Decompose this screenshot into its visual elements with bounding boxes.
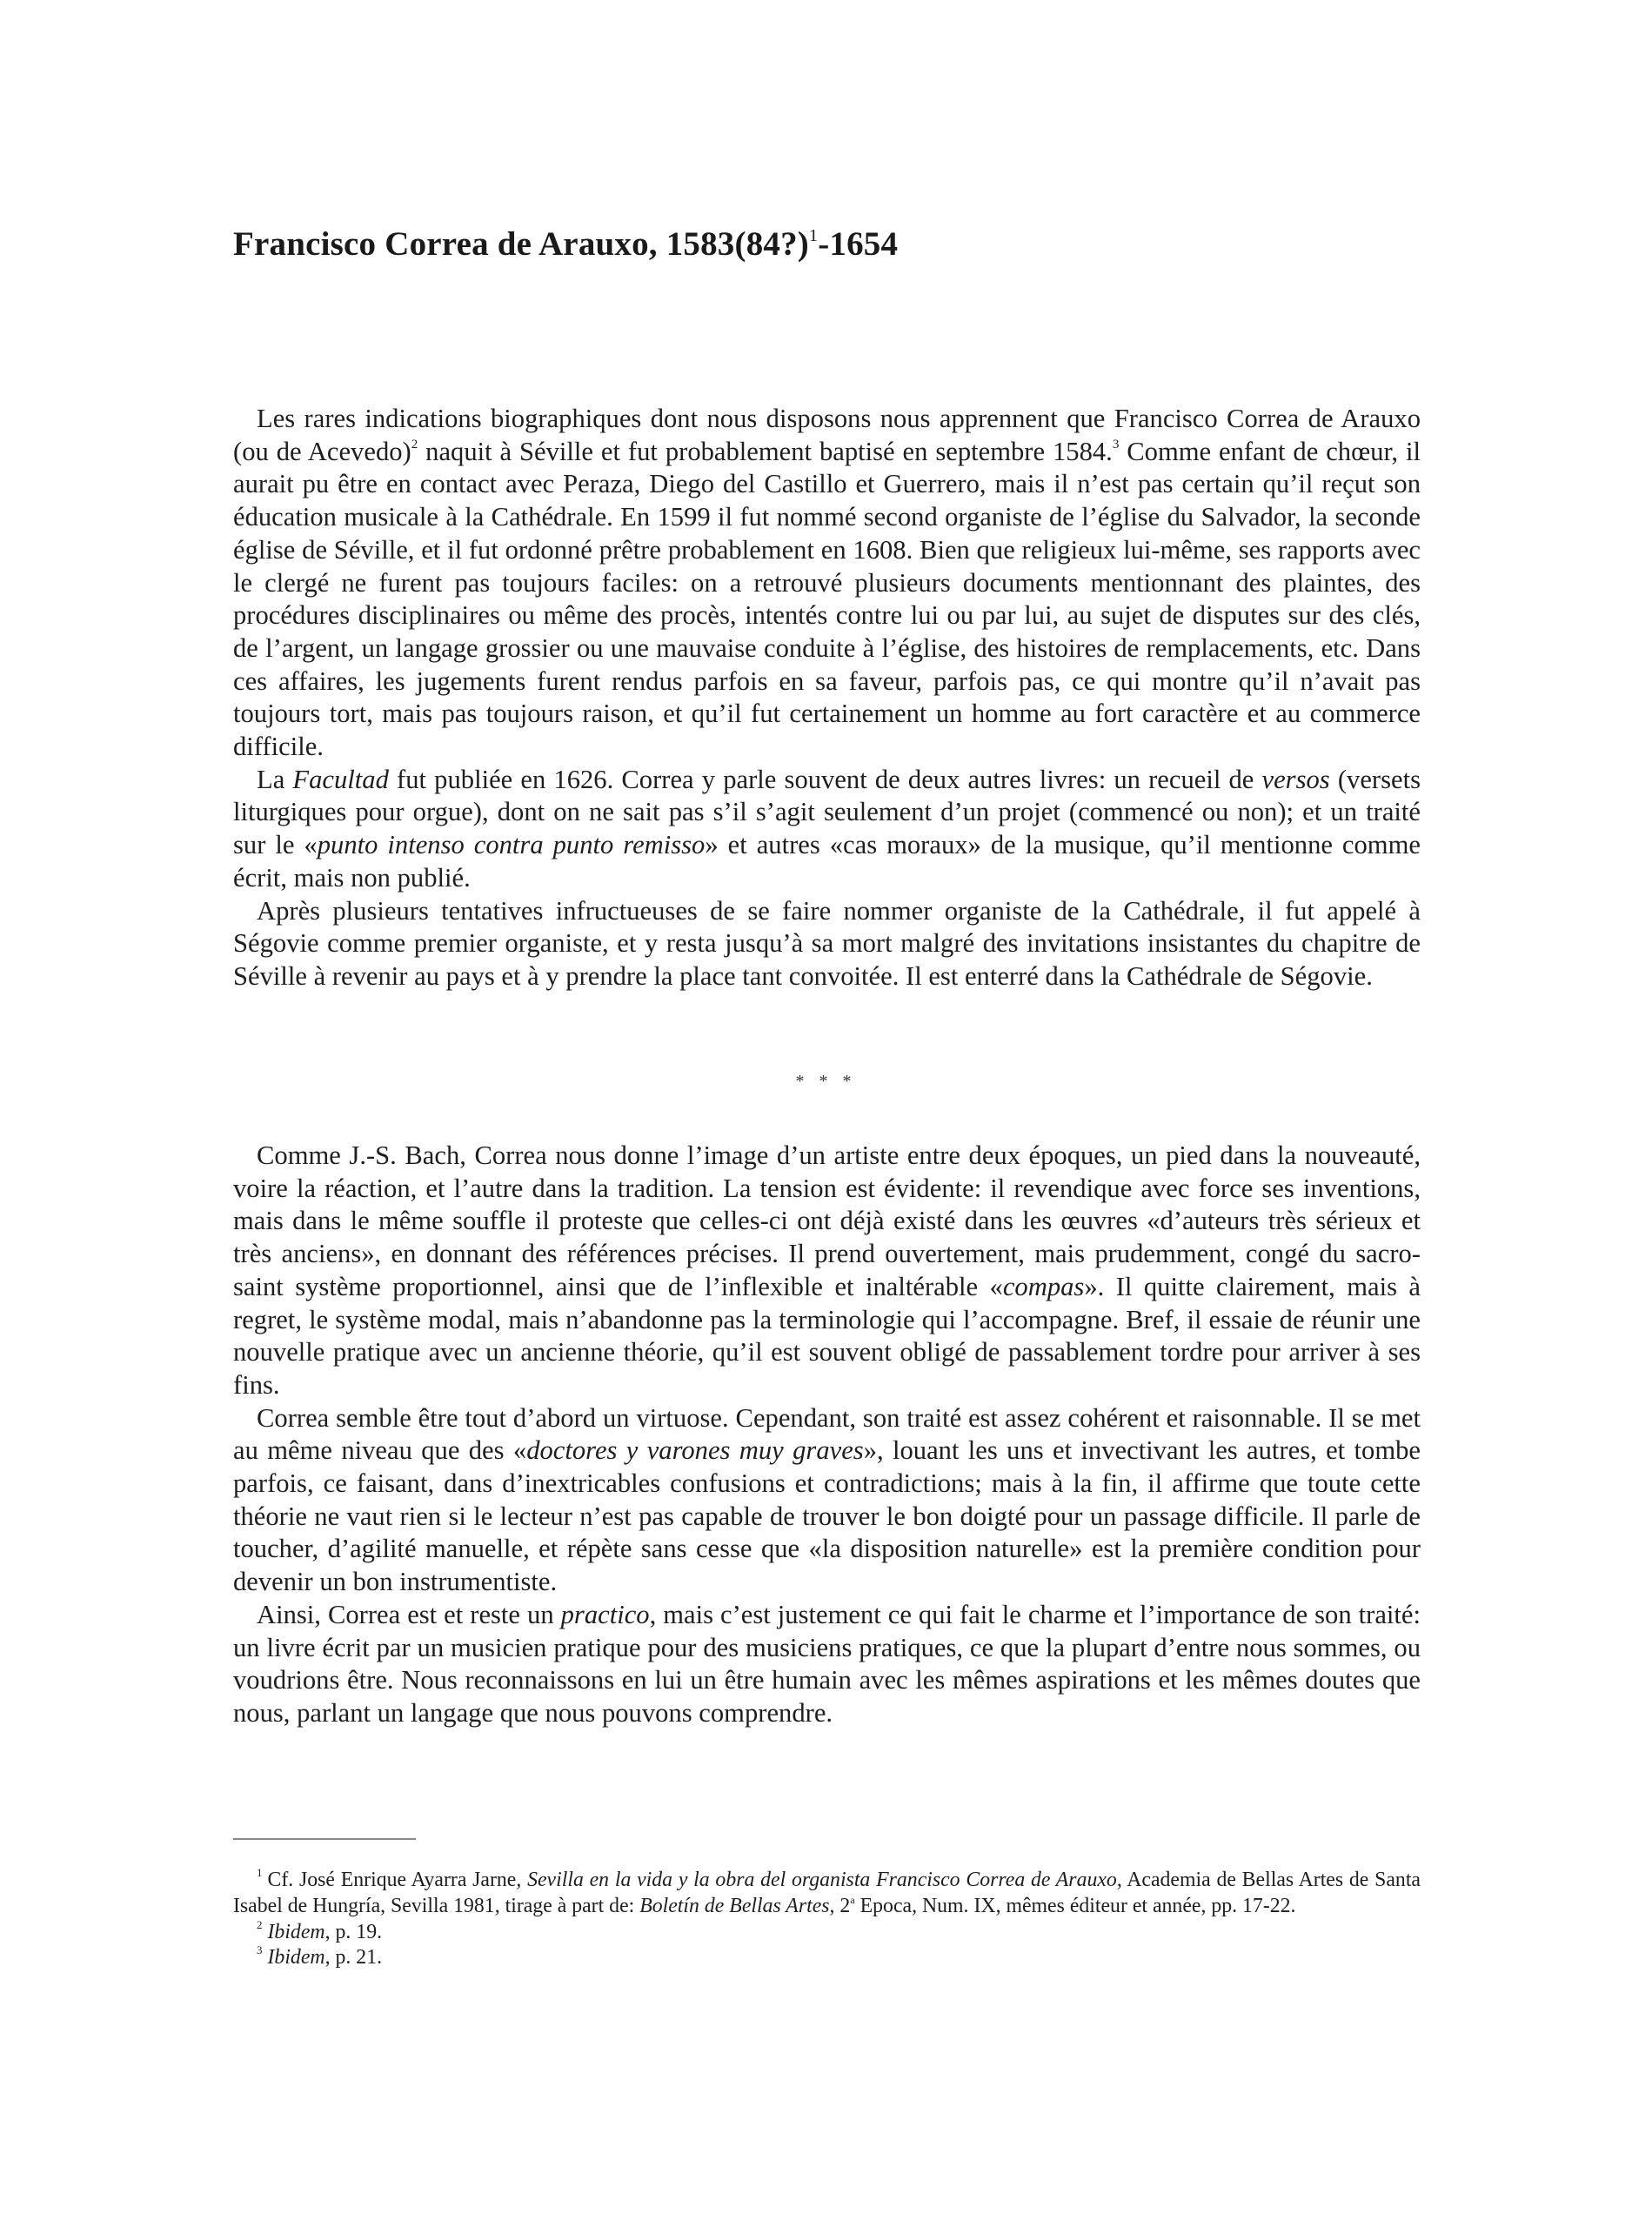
text-run: Correa semble être tout d’abord un virtuose. Cependant, son traité est assez cohérent et raisonnable. Il se met au même niveau que des « <box>233 1402 1421 1466</box>
footnote-divider <box>233 1838 416 1840</box>
text-run: Ainsi, Correa est et reste un <box>257 1599 561 1629</box>
text-run: » et autres «cas moraux» de la musique, qu’il mentionne comme écrit, mais non publié. <box>233 830 1421 893</box>
footnote-ref[interactable]: a <box>850 1893 855 1906</box>
italic-text: compas <box>1002 1271 1085 1301</box>
text-run: Comme J.-S. Bach, Correa nous donne l’image d’un artiste entre deux époques, un pied dans la nouveauté, voire la réaction, et l’autre dans la tradition. La tension est évidente: il revendique avec force ses inventions, mais dans le même souffle il proteste que celles-ci ont déjà existé dans les œuvres «d’auteurs très sérieux et très anciens», en donnant des références précises. Il prend ouvertement, mais prudemment, congé du sacro-saint système proportionnel, ainsi que de l’inflexible et inaltérable « <box>233 1140 1421 1301</box>
italic-text: Facultad <box>292 764 389 794</box>
paragraph <box>233 1599 1421 1730</box>
italic-text: Ibidem <box>267 1920 325 1943</box>
footnote-number: 2 <box>257 1917 263 1931</box>
text-run: (versets liturgiques pour orgue), dont on ne sait pas s’il s’agit seulement d’un projet (commencé ou non); et un traité sur le « <box>233 764 1421 860</box>
text-run: , p. 19. <box>324 1920 383 1943</box>
italic-text: doctores y varones muy graves <box>526 1435 864 1466</box>
italic-text: Boletín de Bellas Artes <box>639 1894 830 1917</box>
text-run: , mais c’est justement ce qui fait le charme et l’importance de son traité: un livre écrit par un musicien pratique pour des musiciens pratiques, ce que la plupart d’entre nous sommes, ou voudrions être. Nous reconnaissons en lui un être humain avec les mêmes aspirations et les mêmes doutes que nous, parlant un langage que nous pouvons comprendre. <box>233 1599 1421 1728</box>
text-run: Cf. José Enrique Ayarra Jarne, <box>267 1869 528 1891</box>
paragraph <box>233 1140 1421 1402</box>
text-run: fut publiée en 1626. Correa y parle souvent de deux autres livres: un recueil de <box>388 764 1262 794</box>
biography-section <box>233 403 1421 993</box>
footnotes <box>233 1868 1421 1971</box>
footnote-number: 1 <box>257 1866 263 1879</box>
footnote-3 <box>233 1945 1421 1971</box>
text-run: Les rares indications biographiques dont nous disposons nous apprennent que Francisco Correa de Arauxo (ou de Acevedo) <box>233 404 1421 466</box>
text-run: , Academia de Bellas Artes de Santa Isabel de Hungría, Sevilla 1981, tirage à part de: <box>233 1869 1421 1917</box>
italic-text: Sevilla en la vida y la obra del organista Francisco Correa de Arauxo <box>527 1869 1117 1891</box>
title-suffix: -1654 <box>818 225 899 263</box>
footnote-number: 3 <box>257 1943 263 1957</box>
footnote-2 <box>233 1917 1421 1946</box>
italic-text: punto intenso contra punto remisso <box>317 830 706 860</box>
footnote-ref[interactable]: 2 <box>411 437 418 451</box>
assessment-section <box>233 1140 1421 1730</box>
title-text: Francisco Correa de Arauxo, 1583(84?) <box>233 225 809 263</box>
paragraph <box>233 403 1421 764</box>
text-run: », louant les uns et invectivant les autres, et tombe parfois, ce faisant, dans d’inextricables confusions et contradictions; mais à la fin, il affirme que toute cette théorie ne vaut rien si le lecteur n’est pas capable de trouver le bon doigté pour un passage difficile. Il parle de toucher, d’agilité manuelle, et répète sans cesse que «la disposition naturelle» est la première condition pour devenir un bon instrumentiste. <box>233 1435 1421 1597</box>
text-run: Epoca, Num. IX, mêmes éditeur et année, pp. 17-22. <box>854 1894 1296 1917</box>
section-separator: * * * <box>795 1072 857 1091</box>
page-title <box>233 224 898 264</box>
text-run: , p. 21. <box>324 1946 383 1970</box>
italic-text: practico <box>560 1599 650 1629</box>
italic-text: Ibidem <box>267 1946 325 1970</box>
text-run: La <box>257 764 293 794</box>
paragraph <box>233 764 1421 895</box>
footnote-1 <box>233 1868 1421 1920</box>
footnote-ref[interactable]: 1 <box>808 226 819 245</box>
paragraph <box>233 1402 1421 1599</box>
text-run: , 2 <box>829 1894 851 1917</box>
text-run: naquit à Séville et fut probablement baptisé en septembre 1584. <box>418 436 1113 466</box>
text-run: ». Il quitte clairement, mais à regret, le système modal, mais n’abandonne pas la terminologie qui l’accompagne. Bref, il essaie de réunir une nouvelle pratique avec un ancienne théorie, qu’il est souvent obligé de passablement tordre pour arriver à ses fins. <box>233 1271 1421 1400</box>
text-run: Après plusieurs tentatives infructueuses de se faire nommer organiste de la Cathédrale, il fut appelé à Ségovie comme premier organiste, et y resta jusqu’à sa mort malgré des invitations insistantes du chapitre de Séville à revenir au pays et à y prendre la place tant convoitée. Il est enterré dans la Cathédrale de Ségovie. <box>233 895 1421 991</box>
paragraph <box>233 895 1421 993</box>
italic-text: versos <box>1261 764 1330 794</box>
text-run: Comme enfant de chœur, il aurait pu être en contact avec Peraza, Diego del Castillo et Guerrero, mais il n’est pas certain qu’il reçut son éducation musicale à la Cathédrale. En 1599 il fut nommé second organiste de l’église du Salvador, la seconde église de Séville, et il fut ordonné prêtre probablement en 1608. Bien que religieux lui-même, ses rapports avec le clergé ne furent pas toujours faciles: on a retrouvé plusieurs documents mentionnant des plaintes, des procédures disciplinaires ou même des procès, intentés contre lui ou par lui, au sujet de disputes sur des clés, de l’argent, un langage grossier ou une mauvaise conduite à l’église, des histoires de remplacements, etc. Dans ces affaires, les jugements furent rendus parfois en sa faveur, parfois pas, ce qui montre qu’il n’avait pas toujours tort, mais pas toujours raison, et qu’il fut certainement un homme au fort caractère et au commerce difficile. <box>233 436 1421 762</box>
footnote-ref[interactable]: 3 <box>1112 437 1120 451</box>
